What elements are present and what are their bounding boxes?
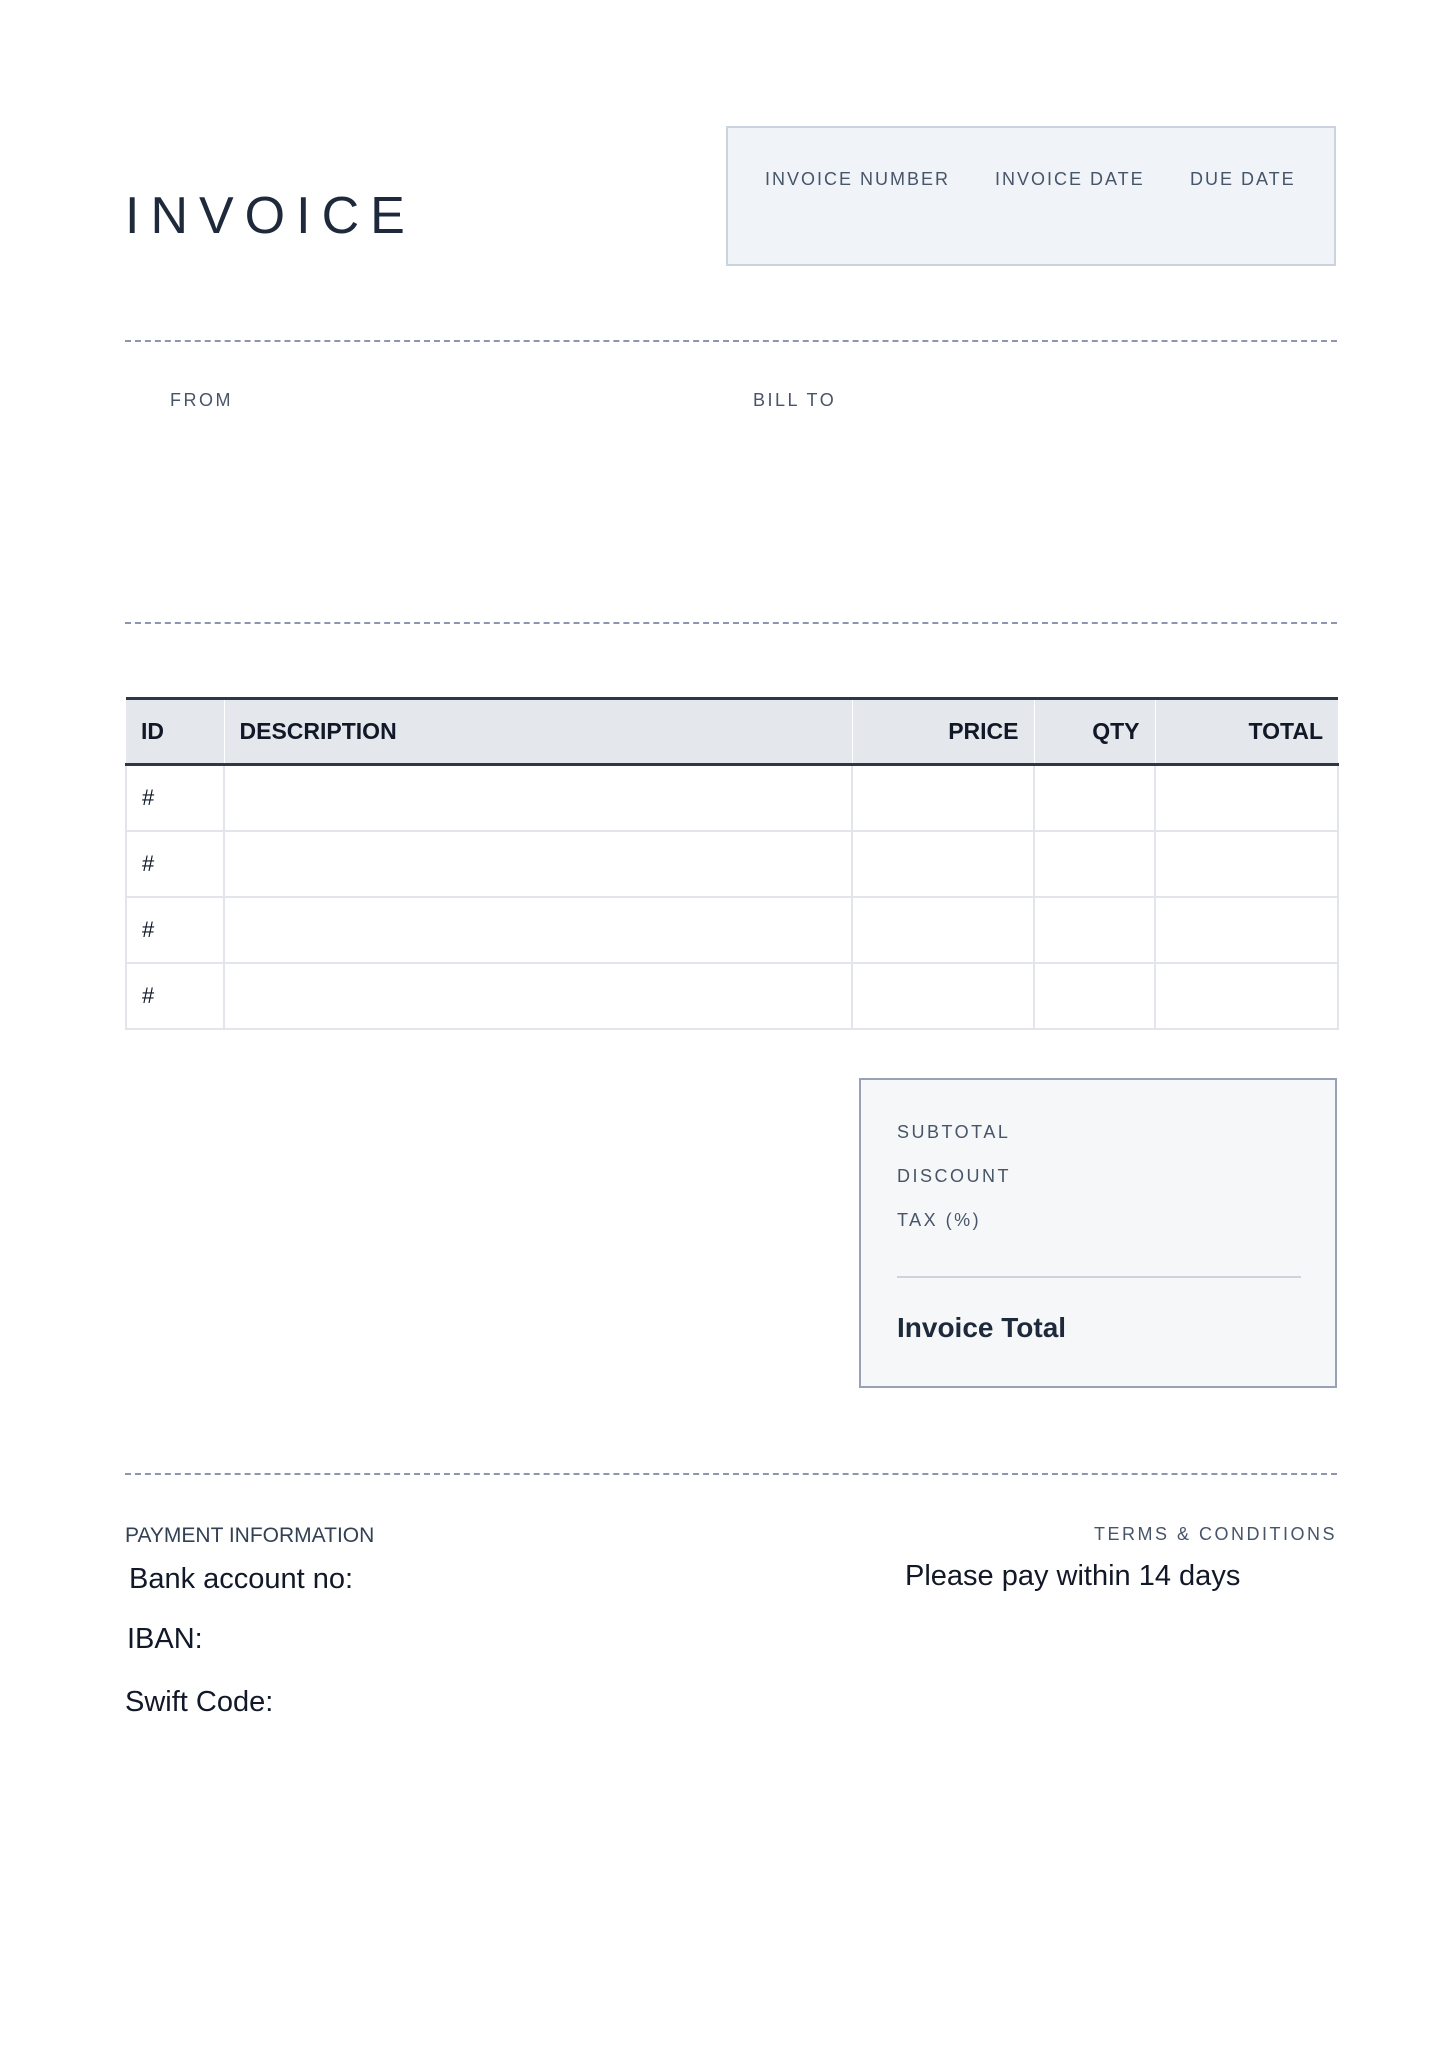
tax-label: TAX (%) (897, 1210, 982, 1230)
cell-description (224, 963, 852, 1029)
table-row (126, 831, 1338, 897)
totals-divider (897, 1276, 1301, 1278)
column-header-qty: QTY (1034, 699, 1155, 765)
invoice-meta-box (726, 126, 1336, 266)
column-header-description: DESCRIPTION (224, 699, 852, 765)
iban-line: IBAN: (127, 1623, 203, 1655)
invoice-number-label: INVOICE NUMBER (765, 169, 951, 189)
divider-bottom (125, 1473, 1337, 1475)
divider-top (125, 340, 1337, 342)
divider-middle (125, 622, 1337, 624)
invoice-date-label: INVOICE DATE (995, 169, 1145, 189)
invoice-title: INVOICE (125, 187, 416, 245)
bill-to-label: BILL TO (753, 390, 837, 410)
cell-price (852, 963, 1034, 1029)
cell-price (852, 765, 1034, 831)
swift-code-line: Swift Code: (125, 1686, 274, 1718)
cell-price (852, 831, 1034, 897)
cell-description (224, 831, 852, 897)
due-date-label: DUE DATE (1190, 169, 1296, 189)
cell-qty (1034, 963, 1155, 1029)
table-row (126, 765, 1338, 831)
invoice-total-label: Invoice Total (897, 1312, 1067, 1343)
cell-id: # (126, 963, 224, 1029)
cell-description (224, 765, 852, 831)
items-table (125, 697, 1339, 1030)
discount-label: DISCOUNT (897, 1166, 1011, 1186)
cell-total (1155, 963, 1338, 1029)
column-header-total: TOTAL (1155, 699, 1338, 765)
totals-box (859, 1078, 1337, 1388)
bank-account-line: Bank account no: (129, 1563, 354, 1595)
terms-conditions-heading: TERMS & CONDITIONS (1093, 1524, 1337, 1544)
column-header-id: ID (126, 699, 224, 765)
table-header-row (126, 699, 1338, 765)
terms-text: Please pay within 14 days (905, 1560, 1241, 1592)
cell-qty (1034, 765, 1155, 831)
cell-description (224, 897, 852, 963)
cell-id: # (126, 831, 224, 897)
column-header-price: PRICE (852, 699, 1034, 765)
table-row (126, 963, 1338, 1029)
from-label: FROM (170, 390, 233, 410)
table-row (126, 897, 1338, 963)
cell-price (852, 897, 1034, 963)
cell-qty (1034, 831, 1155, 897)
cell-qty (1034, 897, 1155, 963)
subtotal-label: SUBTOTAL (897, 1122, 1011, 1142)
cell-id: # (126, 897, 224, 963)
cell-total (1155, 765, 1338, 831)
cell-total (1155, 831, 1338, 897)
cell-id: # (126, 765, 224, 831)
cell-total (1155, 897, 1338, 963)
payment-information-heading: PAYMENT INFORMATION (125, 1524, 375, 1547)
